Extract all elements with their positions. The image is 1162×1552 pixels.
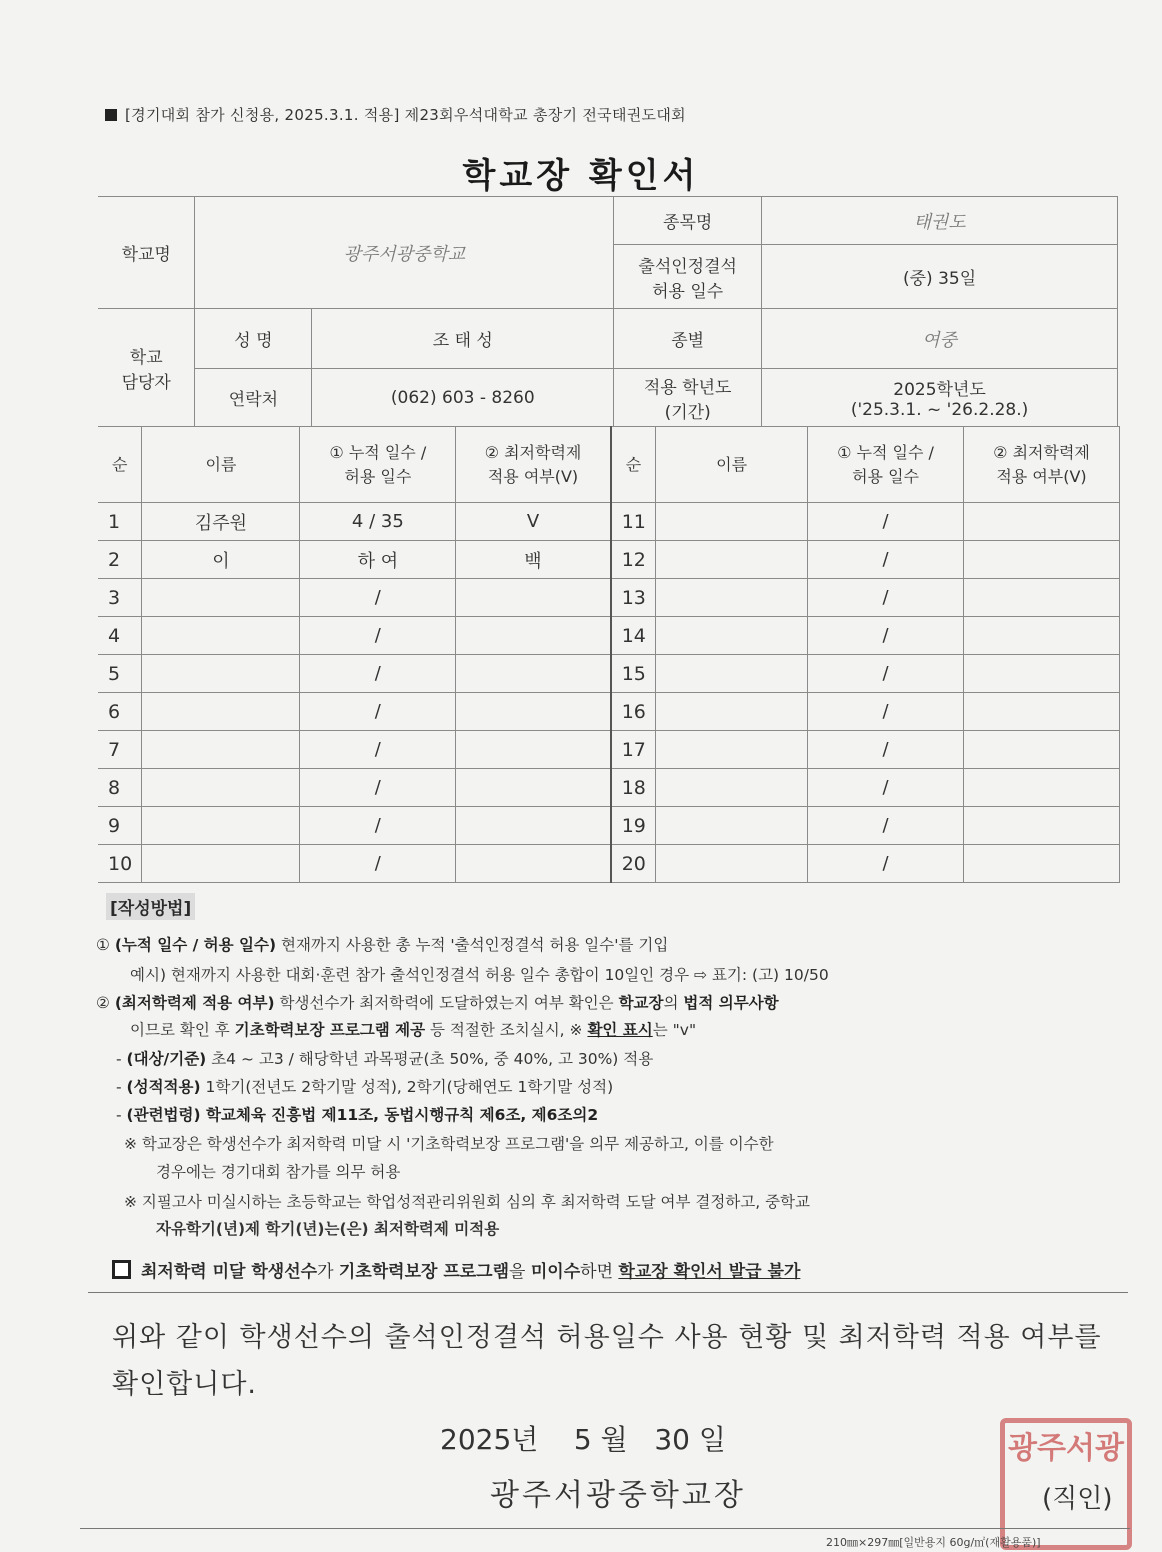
absence-days: /: [300, 731, 456, 769]
row-number: 15: [611, 655, 656, 693]
min-level-check: [964, 693, 1120, 731]
col-days-line1: ① 누적 일수 /: [329, 443, 427, 463]
seal-label: (직인): [1042, 1484, 1113, 1514]
checkbox-square-icon: [112, 1260, 131, 1279]
col-min-line2: 적용 여부(V): [996, 466, 1087, 486]
student-name: [656, 769, 808, 807]
student-name: [142, 655, 300, 693]
min-level-check: [964, 731, 1120, 769]
note-2-line2: 자유학기(년)제 학기(년)는(은) 최저학력제 미적용: [156, 1220, 500, 1238]
bullet-law: - (관련법령) 학교체육 진흥법 제11조, 동법시행규칙 제6조, 제6조의2: [116, 1106, 599, 1124]
manager-label-line2: 담당자: [121, 372, 171, 393]
min-level-check: [964, 503, 1120, 541]
warning-a: 최저학력 미달 학생선수: [141, 1262, 318, 1282]
absence-days: /: [808, 541, 964, 579]
official-seal-stamp: 광주서광: [1000, 1418, 1132, 1550]
min-level-check: [964, 541, 1120, 579]
absence-allowance-value: (중) 35일: [762, 245, 1118, 309]
school-year-value: [762, 369, 1118, 427]
absence-days: /: [808, 731, 964, 769]
absence-days: /: [300, 693, 456, 731]
bullet-grade-title: (성적적용): [126, 1078, 201, 1096]
instruction-2-text-a: 학생선수가 최저학력에 도달하였는지 여부 확인은: [274, 994, 619, 1012]
bullet-law-text: 학교체육 진흥법 제11조, 동법시행규칙 제6조, 제6조의2: [200, 1106, 599, 1124]
absence-label-line1: 출석인정결석: [638, 256, 737, 277]
table-row: [98, 503, 1120, 541]
row-number: 12: [611, 541, 656, 579]
min-level-check: [456, 655, 611, 693]
absence-label-line2: 허용 일수: [652, 281, 724, 302]
absence-days: /: [808, 503, 964, 541]
warning-line: [112, 1257, 800, 1282]
min-level-check: [456, 769, 611, 807]
row-number: 1: [98, 503, 142, 541]
min-level-check: V: [456, 503, 611, 541]
warning-e: 미이수: [530, 1262, 581, 1282]
roster-body: [98, 503, 1120, 883]
school-year-value-line1: 2025학년도: [893, 380, 986, 400]
warning-g: 학교장 확인서 발급 불가: [618, 1262, 801, 1282]
col-days-left: [300, 427, 456, 503]
instruction-1-example: 예시) 현재까지 사용한 대회·훈련 참가 출석인정결석 허용 일수 총합이 10일인 경우 ⇨ 표기: (고) 10/50: [130, 966, 829, 984]
row-number: 18: [611, 769, 656, 807]
student-name: 김주원: [142, 503, 300, 541]
note-1-line2: 경우에는 경기대회 참가를 의무 허용: [156, 1163, 401, 1181]
instruction-2-number: ②: [96, 994, 110, 1012]
manager-label: [98, 309, 195, 427]
col-name-right: 이름: [656, 427, 808, 503]
gender-value: 여중: [762, 309, 1118, 369]
student-name: [656, 693, 808, 731]
student-name: [142, 617, 300, 655]
row-number: 2: [98, 541, 142, 579]
student-name: [656, 731, 808, 769]
table-row: [98, 693, 1120, 731]
col-days-right: [808, 427, 964, 503]
divider-bottom: [80, 1528, 1130, 1529]
col-min-line1: ② 최저학력제: [484, 443, 582, 463]
event-value: 태권도: [762, 197, 1118, 245]
warning-b: 가: [317, 1262, 339, 1282]
event-label: 종목명: [614, 197, 762, 245]
school-year-label: [614, 369, 762, 427]
col-days-line1: ① 누적 일수 /: [837, 443, 934, 463]
row-number: 6: [98, 693, 142, 731]
header-line: [105, 104, 686, 125]
min-level-check: [964, 845, 1120, 883]
contact-value: (062) 603 - 8260: [312, 369, 614, 427]
col-days-line2: 허용 일수: [852, 466, 919, 486]
paper-spec-footer: 210㎜×297㎜[일반용지 60g/㎡(재활용품)]: [826, 1536, 1041, 1549]
table-row: [98, 807, 1120, 845]
instruction-2-line2-b: 기초학력보장 프로그램 제공: [234, 1021, 426, 1039]
table-row: [98, 655, 1120, 693]
school-info-table: [98, 196, 1118, 427]
table-row: [98, 617, 1120, 655]
student-name: [142, 845, 300, 883]
school-name-label: 학교명: [98, 197, 195, 309]
absence-days: 하 여: [300, 541, 456, 579]
warning-d: 을: [509, 1262, 531, 1282]
min-level-check: [964, 579, 1120, 617]
school-year-label-line1: 적용 학년도: [643, 377, 732, 398]
manager-label-line1: 학교: [129, 347, 163, 368]
min-level-check: [456, 693, 611, 731]
absence-days: /: [300, 655, 456, 693]
min-level-check: 백: [456, 541, 611, 579]
bullet-target-text: 초4 ~ 고3 / 해당학년 과목평균(초 50%, 중 40%, 고 30%) 적용: [206, 1050, 654, 1068]
row-number: 20: [611, 845, 656, 883]
absence-days: /: [808, 769, 964, 807]
student-name: [142, 693, 300, 731]
row-number: 17: [611, 731, 656, 769]
absence-days: 4 / 35: [300, 503, 456, 541]
table-row: [98, 579, 1120, 617]
absence-allowance-label: [614, 245, 762, 309]
square-bullet-icon: [105, 109, 117, 121]
student-roster-table: [98, 426, 1120, 883]
min-level-check: [964, 769, 1120, 807]
absence-days: /: [808, 617, 964, 655]
gender-label: 종별: [614, 309, 762, 369]
student-name: [656, 503, 808, 541]
student-name: [656, 617, 808, 655]
min-level-check: [456, 845, 611, 883]
table-row: [98, 541, 1120, 579]
absence-days: /: [808, 807, 964, 845]
col-days-line2: 허용 일수: [344, 466, 412, 486]
row-number: 9: [98, 807, 142, 845]
instructions-heading: [작성방법]: [106, 893, 195, 920]
student-name: [656, 541, 808, 579]
student-name: [142, 769, 300, 807]
instruction-1-number: ①: [96, 936, 110, 954]
instruction-2-line2-e: 는 "v": [652, 1021, 697, 1039]
absence-days: /: [808, 655, 964, 693]
instruction-2-title: (최저학력제 적용 여부): [114, 994, 275, 1012]
student-name: [142, 579, 300, 617]
absence-days: /: [300, 579, 456, 617]
instruction-2-text-d: 법적 의무사항: [683, 994, 779, 1012]
warning-f: 하면: [580, 1262, 619, 1282]
row-number: 19: [611, 807, 656, 845]
warning-c: 기초학력보장 프로그램: [338, 1262, 510, 1282]
row-number: 10: [98, 845, 142, 883]
divider-top: [88, 1292, 1128, 1293]
school-name-value: 광주서광중학교: [195, 197, 614, 309]
student-name: [656, 579, 808, 617]
absence-days: /: [808, 693, 964, 731]
contact-label: 연락처: [195, 369, 312, 427]
min-level-check: [456, 731, 611, 769]
row-number: 13: [611, 579, 656, 617]
school-year-label-line2: (기간): [664, 402, 711, 423]
confirmation-text: 위와 같이 학생선수의 출석인정결석 허용일수 사용 현황 및 최저학력 적용 여부를 확인합니다.: [112, 1322, 1102, 1400]
col-min-left: [456, 427, 611, 503]
col-min-line1: ② 최저학력제: [993, 443, 1090, 463]
min-level-check: [964, 617, 1120, 655]
col-name-left: 이름: [142, 427, 300, 503]
col-min-line2: 적용 여부(V): [487, 466, 579, 486]
school-year-value-line2: ('25.3.1. ~ '26.2.28.): [850, 400, 1029, 420]
absence-days: /: [808, 579, 964, 617]
note-1-line1: ※ 학교장은 학생선수가 최저학력 미달 시 '기초학력보장 프로그램'을 의무 제공하고, 이를 이수한: [124, 1135, 774, 1153]
bullet-target: - (대상/기준) 초4 ~ 고3 / 해당학년 과목평균(초 50%, 중 40%, 고 30%) 적용: [116, 1050, 654, 1068]
instruction-2-text-c: 의: [663, 994, 684, 1012]
bullet-grade-text: 1학기(전년도 2학기말 성적), 2학기(당해연도 1학기말 성적): [200, 1078, 614, 1096]
student-name: [656, 807, 808, 845]
row-number: 3: [98, 579, 142, 617]
student-name: 이: [142, 541, 300, 579]
table-row: [98, 731, 1120, 769]
col-min-right: [964, 427, 1120, 503]
student-name: [656, 845, 808, 883]
row-number: 4: [98, 617, 142, 655]
table-row: [98, 769, 1120, 807]
instruction-2-line2-d: 확인 표시: [587, 1021, 653, 1039]
col-no-left: 순: [98, 427, 142, 503]
instruction-2: [96, 991, 779, 1013]
instruction-2-line2-a: 이므로 확인 후: [130, 1021, 235, 1039]
signer-name: 광주서광중학교장: [490, 1478, 746, 1513]
row-number: 14: [611, 617, 656, 655]
row-number: 7: [98, 731, 142, 769]
row-number: 8: [98, 769, 142, 807]
col-no-right: 순: [611, 427, 656, 503]
bullet-law-title: (관련법령): [126, 1106, 201, 1124]
instruction-1-title: (누적 일수 / 허용 일수): [114, 936, 277, 954]
instruction-2-text-b: 학교장: [618, 994, 664, 1012]
row-number: 16: [611, 693, 656, 731]
row-number: 11: [611, 503, 656, 541]
absence-days: /: [300, 769, 456, 807]
instruction-2-line2-c: 등 적절한 조치실시, ※: [425, 1021, 588, 1039]
student-name: [656, 655, 808, 693]
document-title: 학교장 확인서: [462, 156, 700, 196]
person-name-label: 성 명: [195, 309, 312, 369]
student-name: [142, 807, 300, 845]
instruction-1: [96, 933, 668, 955]
absence-days: /: [300, 617, 456, 655]
min-level-check: [964, 655, 1120, 693]
absence-days: /: [808, 845, 964, 883]
table-row: [98, 845, 1120, 883]
bullet-target-title: (대상/기준): [126, 1050, 207, 1068]
row-number: 5: [98, 655, 142, 693]
header-title: [경기대회 참가 신청용, 2025.3.1. 적용] 제23회우석대학교 총장기 전국태권도대회: [125, 106, 686, 124]
student-name: [142, 731, 300, 769]
instruction-2-line2: [130, 1018, 696, 1040]
confirmation-date: 2025년 5 월 30 일: [440, 1423, 726, 1456]
note-2-line1: ※ 지필고사 미실시하는 초등학교는 학업성적관리위원회 심의 후 최저학력 도달 여부 결정하고, 중학교: [124, 1193, 811, 1211]
min-level-check: [456, 579, 611, 617]
bullet-grade: - (성적적용) 1학기(전년도 2학기말 성적), 2학기(당해연도 1학기말 성적): [116, 1078, 614, 1096]
instruction-1-text: 현재까지 사용한 총 누적 '출석인정결석 허용 일수'를 기입: [276, 936, 669, 954]
min-level-check: [456, 617, 611, 655]
min-level-check: [964, 807, 1120, 845]
min-level-check: [456, 807, 611, 845]
person-name-value: 조 태 성: [312, 309, 614, 369]
absence-days: /: [300, 807, 456, 845]
absence-days: /: [300, 845, 456, 883]
